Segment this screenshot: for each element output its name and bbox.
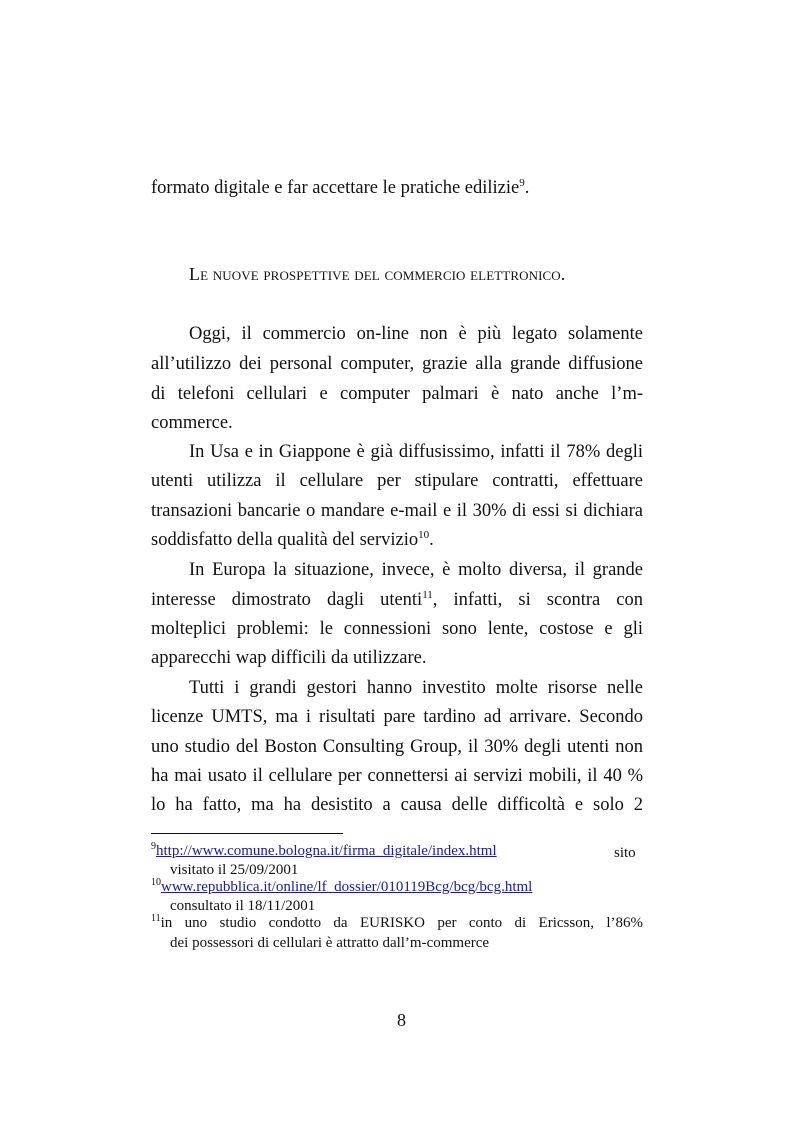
footnote-9-tail: sito (614, 845, 636, 861)
body-line: ha mai usato il cellulare per connettersi ai servizi mobili, il 40 % (151, 766, 643, 786)
footnote-link[interactable]: http://www.comune.bologna.it/firma_digitale/index.html (156, 843, 497, 859)
body-line: In Usa e in Giappone è già diffusissimo, infatti il 78% degli (189, 442, 643, 462)
body-line: molteplici problemi: le connessioni sono lente, costose e gli (151, 619, 643, 639)
footnote-11-line2: dei possessori di cellulari è attratto dall’m-commerce (170, 935, 490, 951)
footnote-ref[interactable]: 11 (422, 589, 433, 601)
body-line: uno studio del Boston Consulting Group, il 30% degli utenti non (151, 737, 643, 757)
body-line: interesse dimostrato dagli utenti$^{11}$, infatti, si scontra con (151, 589, 643, 610)
body-line: licenze UMTS, ma i risultati pare tardino ad arrivare. Secondo (151, 707, 643, 727)
footnote-separator (151, 833, 343, 834)
body-line: di telefoni cellulari e computer palmari è nato anche l’m- (151, 384, 643, 404)
footnote-ref[interactable]: 10 (418, 529, 430, 541)
footnote-10-line2: consultato il 18/11/2001 (170, 898, 316, 914)
body-line: all’utilizzo dei personal computer, grazie alla grande diffusione (151, 354, 643, 374)
body-line: In Europa la situazione, invece, è molto diversa, il grande (189, 560, 643, 580)
body-line: lo ha fatto, ma ha desistito a causa delle difficoltà e solo 2 (151, 795, 643, 815)
footnote-11: $^{11}$in uno studio condotto da EURISKO per conto di Ericsson, l’86% (151, 913, 643, 931)
footnote-ref[interactable]: 9 (519, 177, 525, 189)
section-heading: Le nuove prospettive del commercio elettronico. (189, 264, 566, 284)
page-number: 8 (397, 1010, 406, 1030)
body-line: transazioni bancarie o mandare e-mail e il 30% di essi si dichiara (151, 501, 643, 521)
footnote-9-line2: visitato il 25/09/2001 (170, 862, 299, 878)
body-line: soddisfatto della qualità del servizio$^{10}$. (151, 529, 434, 550)
body-line: commerce. (151, 413, 233, 433)
body-line: Tutti i grandi gestori hanno investito molte risorse nelle (189, 678, 643, 698)
footnote-10: $^{10}$www.repubblica.it/online/lf_dossier/010119Bcg/bcg/bcg.html (151, 877, 533, 895)
body-line: utenti utilizza il cellulare per stipulare contratti, effettuare (151, 471, 643, 491)
body-line: apparecchi wap difficili da utilizzare. (151, 648, 427, 668)
footnote-9: $^9$http://www.comune.bologna.it/firma_digitale/index.html (151, 841, 497, 859)
body-line: formato digitale e far accettare le pratiche edilizie$^9$. (151, 177, 530, 198)
footnote-link[interactable]: www.repubblica.it/online/lf_dossier/010119Bcg/bcg/bcg.html (161, 879, 533, 895)
body-line: Oggi, il commercio on-line non è più legato solamente (189, 324, 643, 344)
